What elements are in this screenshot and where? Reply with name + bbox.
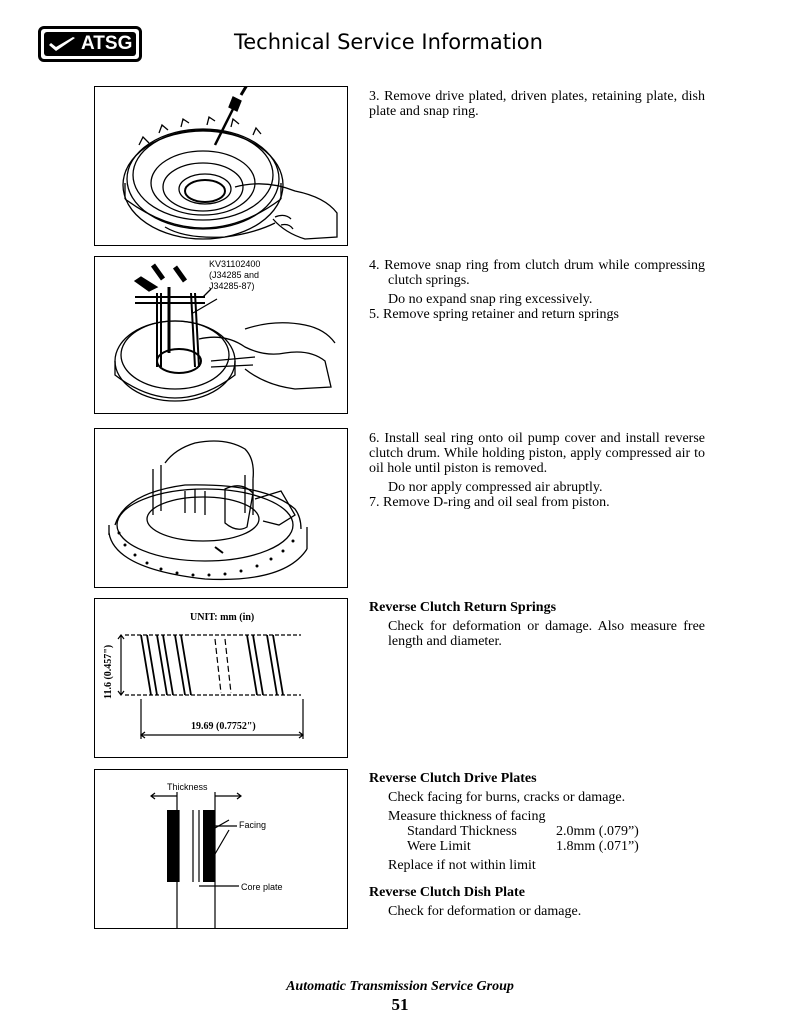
drive-plates-replace: Replace if not within limit [388,858,536,873]
tool-number-label: KV31102400 [209,259,261,269]
step-4-text: 4. Remove snap ring from clutch drum while compressing clutch springs. [369,258,705,288]
section-step-3 [369,89,705,119]
figure-drive-plate [94,769,348,929]
drive-plate-section-diagram [95,770,348,929]
page-number: 51 [391,995,409,1014]
drive-plates-check: Check facing for burns, cracks or damage. [388,790,626,805]
step-4-note: Do no expand snap ring excessively. [388,292,593,307]
step-6-text: 6. Install seal ring onto oil pump cover and install reverse clutch drum. While holding piston, apply compressed air to oil hole until piston is removed. [369,431,705,476]
checkmark-icon [47,35,77,55]
step-5-text: 5. Remove spring retainer and return springs [369,307,619,322]
section-drive-plates [369,771,705,919]
clutch-drum-illustration [95,87,348,246]
figure-spring-compressor [94,256,348,414]
figure-clutch-plates-removal [94,86,348,246]
standard-thickness-row [369,824,705,839]
atsg-logo [38,26,142,62]
step-6-note: Do nor apply compressed air abruptly. [388,480,603,495]
wear-limit-row [369,839,705,854]
section-return-springs [369,600,705,649]
figure-piston-removal [94,428,348,588]
spring-compressor-illustration [95,257,348,414]
facing-label: Facing [239,820,267,830]
standard-thickness-label: Standard Thickness [407,824,517,839]
footer-title: Automatic Transmission Service Group [286,979,514,994]
step-3-text: 3. Remove drive plated, driven plates, retaining plate, dish plate and snap ring. [369,89,705,119]
figure-return-springs [94,598,348,758]
wear-limit-label: Were Limit [407,839,471,854]
standard-thickness-value: 2.0mm (.079”) [556,824,639,839]
wear-limit-value: 1.8mm (.071”) [556,839,639,854]
thickness-label: Thickness [167,782,208,792]
section-steps-4-5 [369,258,705,322]
piston-removal-illustration [95,429,348,588]
tool-alt-label-1: (J34285 and [209,270,260,280]
drive-plates-heading: Reverse Clutch Drive Plates [369,771,537,786]
page-header [38,26,778,66]
tool-alt-label-2: J34285-87) [209,281,255,291]
core-plate-label: Core plate [241,882,283,892]
return-springs-body: Check for deformation or damage. Also measure free length and diameter. [388,619,705,649]
step-7-text: 7. Remove D-ring and oil seal from piston. [369,495,610,510]
return-springs-heading: Reverse Clutch Return Springs [369,600,557,615]
logo-text: ATSG [81,33,133,54]
spring-length-label: 19.69 (0.7752") [191,721,256,732]
spring-height-label: 11.6 (0.457") [103,644,114,699]
dish-plate-check: Check for deformation or damage. [388,904,582,919]
page-title: Technical Service Information [234,30,543,54]
unit-label: UNIT: mm (in) [190,612,255,623]
return-springs-diagram [95,599,348,758]
drive-plates-measure: Measure thickness of facing [388,809,546,824]
dish-plate-heading: Reverse Clutch Dish Plate [369,885,525,900]
section-steps-6-7 [369,431,705,510]
